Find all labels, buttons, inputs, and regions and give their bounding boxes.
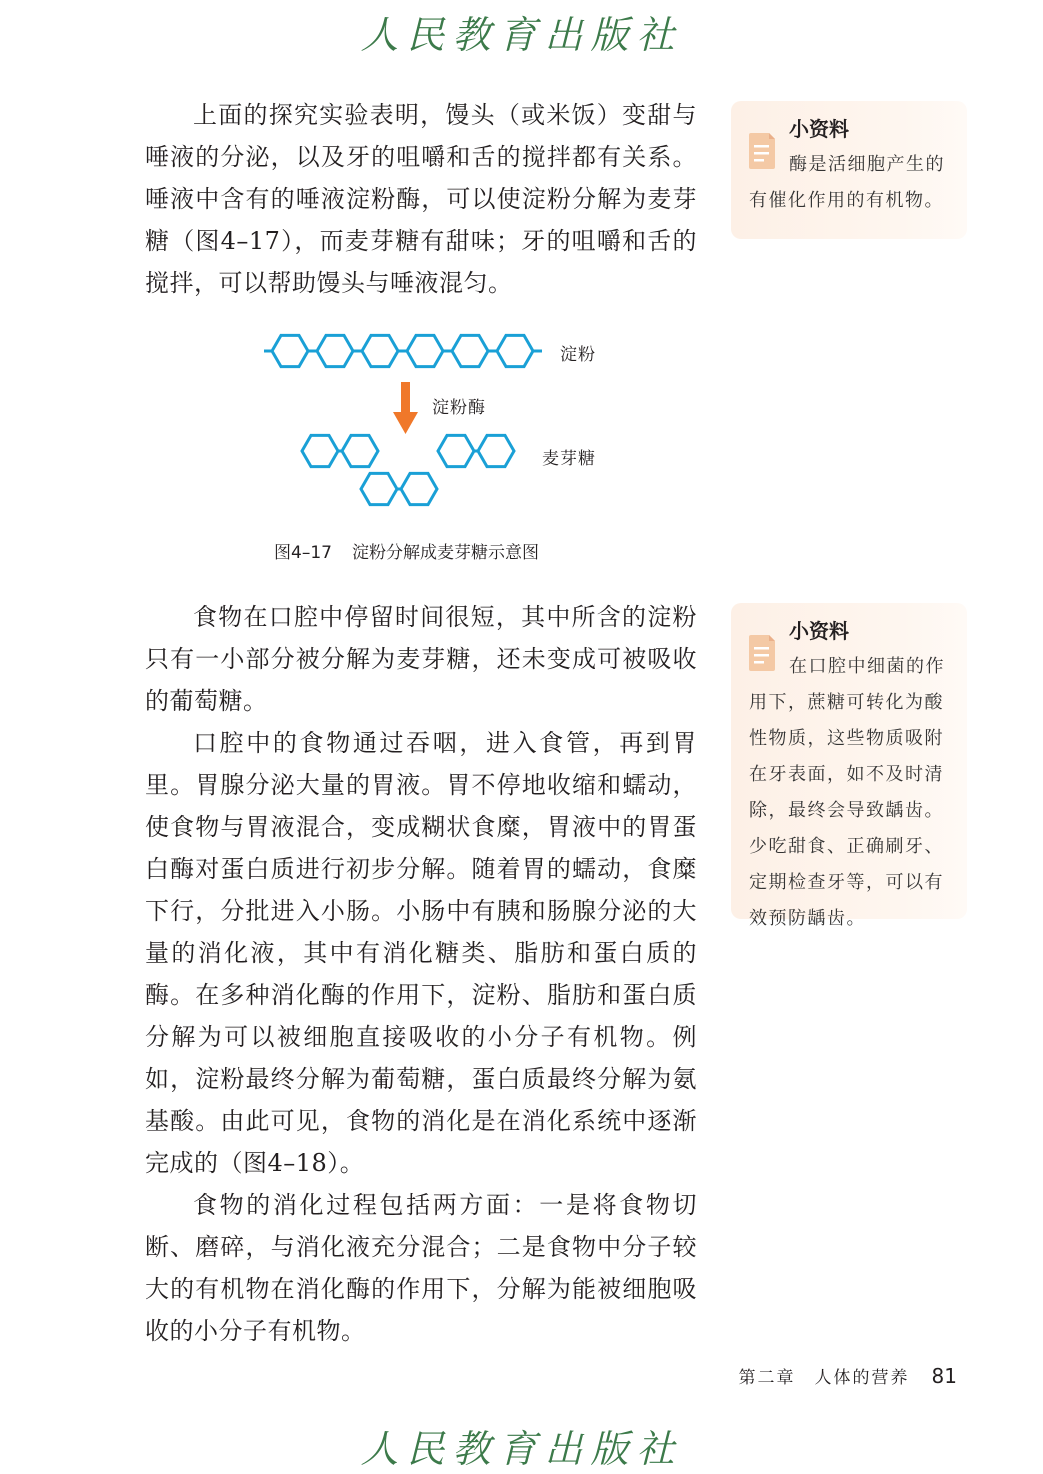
main-text-top [145,94,697,304]
label-starch: 淀粉 [560,345,596,365]
page-footer [739,1363,957,1388]
figure-caption-text: 淀粉分解成麦芽糖示意图 [351,543,539,563]
publisher-logo-top: 人民教育出版社 [360,13,683,57]
info-note-enzyme [731,101,967,239]
glucose-unit-hexagon [478,435,514,466]
glucose-unit-hexagon [407,335,443,366]
note-body: 在口腔中细菌的作用下，蔗糖可转化为酸性物质，这些物质吸附在牙表面，如不及时清除，最终会导致龋齿。少吃甜食、正确刷牙、定期检查牙等，可以有效预防龋齿。 [749,656,945,929]
glucose-unit-hexagon [497,335,533,366]
glucose-unit-hexagon [362,335,398,366]
page-number: 81 [931,1364,957,1388]
enzyme-arrow-icon [393,382,418,434]
glucose-unit-hexagon [317,335,353,366]
starch-chain [264,335,542,366]
maltose-molecules [302,435,514,504]
paragraph: 食物在口腔中停留时间很短，其中所含的淀粉只有一小部分被分解为麦芽糖，还未变成可被吸收的葡萄糖。 [145,603,697,715]
paragraph: 口腔中的食物通过吞咽，进入食管，再到胃里。胃腺分泌大量的胃液。胃不停地收缩和蠕动，使食物与胃液混合，变成糊状食糜，胃液中的胃蛋白酶对蛋白质进行初步分解。随着胃的蠕动，食糜下行，分批进入小肠。小肠中有胰和肠腺分泌的大量的消化液，其中有消化糖类、脂肪和蛋白质的酶。在多种消化酶的作用下，淀粉、脂肪和蛋白质分解为可以被细胞直接吸收的小分子有机物。例如，淀粉最终分解为葡萄糖，蛋白质最终分解为氨基酸。由此可见，食物的消化是在消化系统中逐渐完成的（图4–18）。 [145,729,697,1177]
glucose-unit-hexagon [302,435,338,466]
paragraph: 食物的消化过程包括两方面：一是将食物切断、磨碎，与消化液充分混合；二是食物中分子较大的有机物在消化酶的作用下，分解为能被细胞吸收的小分子有机物。 [145,1191,697,1345]
note-body: 酶是活细胞产生的有催化作用的有机物。 [749,154,945,211]
note-title: 小资料 [789,619,849,643]
info-note-tooth-decay [731,603,967,929]
main-text-bottom [145,596,697,1352]
glucose-unit-hexagon [361,473,397,504]
figure-number: 图4–17 [274,543,332,563]
figure-caption [274,538,539,563]
label-enzyme: 淀粉酶 [432,398,486,418]
note-title: 小资料 [789,117,849,141]
glucose-unit-hexagon [452,335,488,366]
paragraph: 上面的探究实验表明，馒头（或米饭）变甜与唾液的分泌，以及牙的咀嚼和舌的搅拌都有关系。唾液中含有的唾液淀粉酶，可以使淀粉分解为麦芽糖（图4–17），而麦芽糖有甜味；牙的咀嚼和舌的搅拌，可以帮助馒头与唾液混匀。 [145,101,697,297]
label-maltose: 麦芽糖 [542,449,596,469]
glucose-unit-hexagon [342,435,378,466]
document-icon [747,131,777,171]
document-icon [747,633,777,673]
publisher-logo-bottom: 人民教育出版社 [360,1427,683,1471]
glucose-unit-hexagon [401,473,437,504]
glucose-unit-hexagon [272,335,308,366]
glucose-unit-hexagon [438,435,474,466]
chapter-title: 第二章 人体的营养 [738,1368,910,1388]
